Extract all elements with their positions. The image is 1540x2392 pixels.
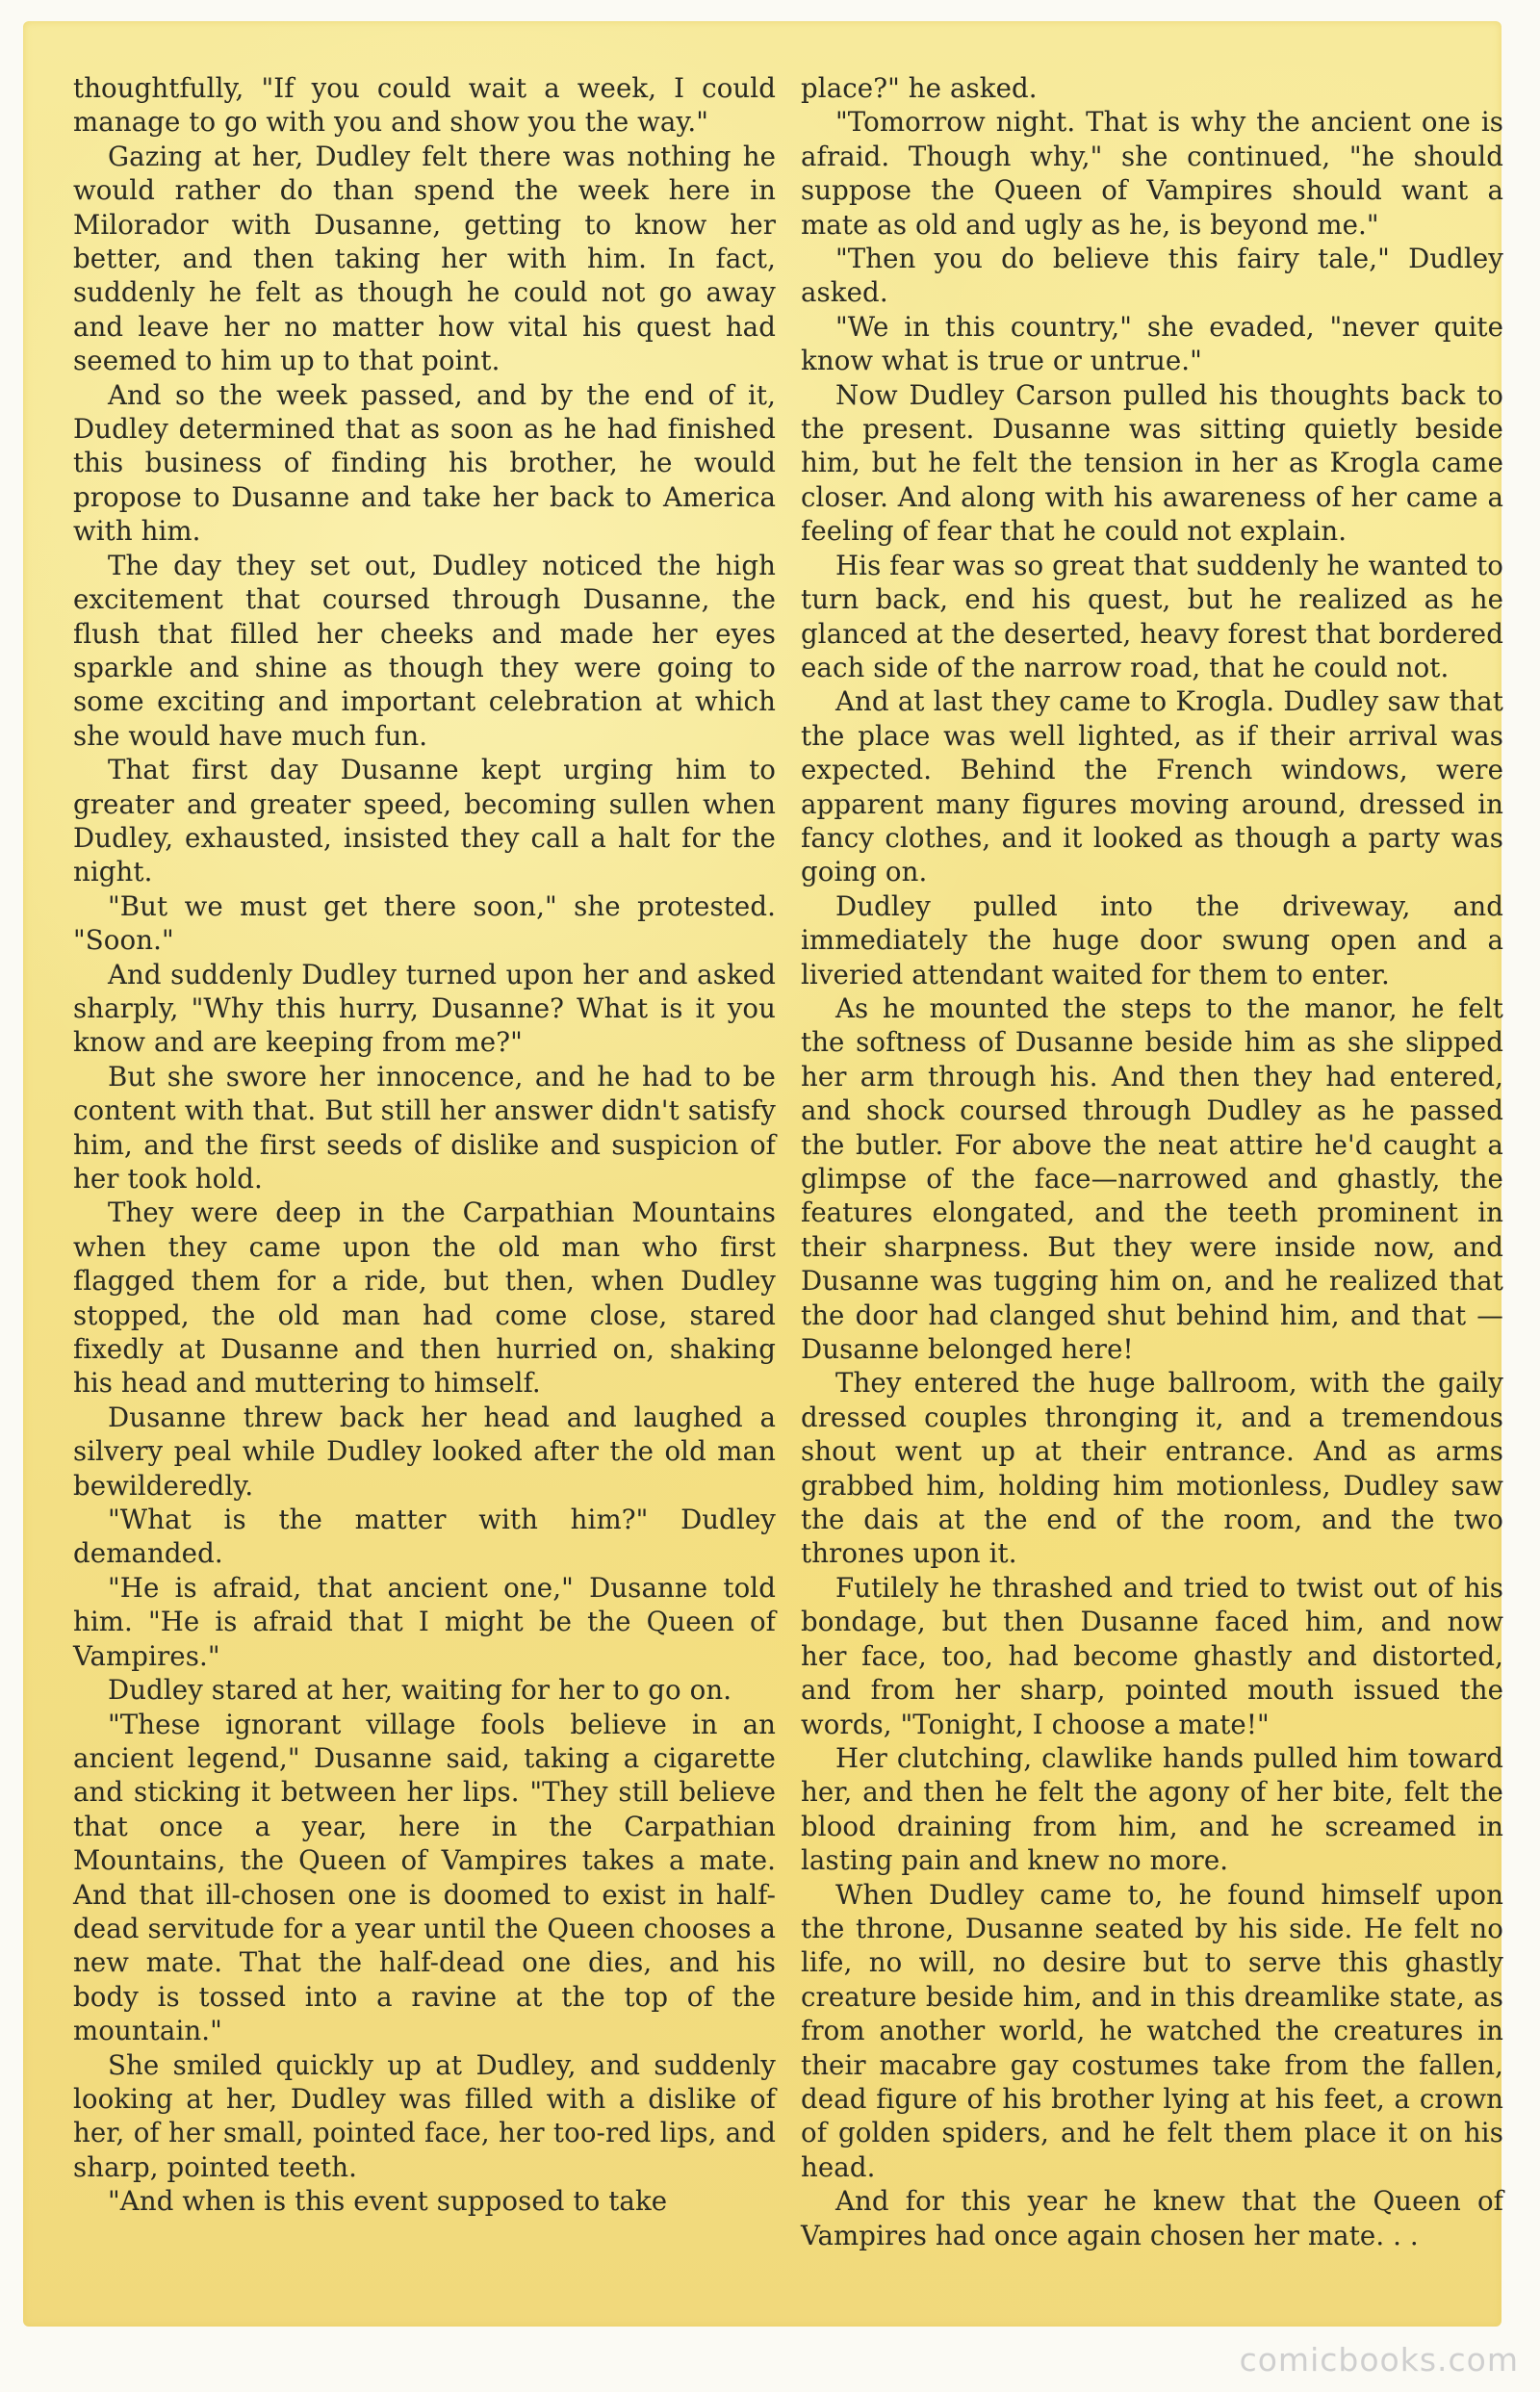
story-paragraph: That first day Dusanne kept urging him to greater and greater speed, becoming sullen when Dudley, exhausted, insisted they call a halt for the night. — [73, 754, 776, 888]
story-paragraph: "These ignorant village fools believe in an ancient legend," Dusanne said, taking a cigarette and sticking it between her lips. "They still believe that once a year, here in the Carpathian Mountains, the Queen of Vampires takes a mate. And that ill-chosen one is doomed to exist in half-dead servitude for a year until the Queen chooses a new mate. That the half-dead one dies, and his body is tossed into a ravine at the top of the mountain." — [73, 1708, 776, 2047]
story-paragraph: Gazing at her, Dudley felt there was nothing he would rather do than spend the week here in Milorador with Dusanne, getting to know her better, and then taking her with him. In fact, suddenly he felt as though he could not go away and leave her no matter how vital his quest had seemed to him up to that point. — [73, 140, 776, 377]
story-paragraph: She smiled quickly up at Dudley, and suddenly looking at her, Dudley was filled with a dislike of her, of her small, pointed face, her too-red lips, and sharp, pointed teeth. — [73, 2048, 776, 2183]
story-paragraph: Dusanne threw back her head and laughed a silvery peal while Dudley looked after the old man bewilderedly. — [73, 1401, 776, 1502]
story-paragraph: Now Dudley Carson pulled his thoughts back to the present. Dusanne was sitting quietly beside him, but he felt the tension in her as Krogla came closer. And along with his awareness of her came a feeling of fear that he could not explain. — [801, 378, 1503, 548]
right-text-column — [801, 71, 1503, 2252]
story-paragraph: But she swore her innocence, and he had to be content with that. But still her answer didn't satisfy him, and the first seeds of dislike and suspicion of her took hold. — [73, 1060, 776, 1195]
story-paragraph: "We in this country," she evaded, "never quite know what is true or untrue." — [801, 310, 1503, 377]
story-paragraph: Dudley stared at her, waiting for her to go on. — [108, 1674, 732, 1707]
story-paragraph: And so the week passed, and by the end of it, Dudley determined that as soon as he had finished this business of finding his brother, he would propose to Dusanne and take her back to America with him. — [73, 378, 776, 548]
story-paragraph: "He is afraid, that ancient one," Dusanne told him. "He is afraid that I might be the Queen of Vampires." — [73, 1571, 776, 1672]
story-paragraph: "Then you do believe this fairy tale," Dudley asked. — [801, 243, 1503, 309]
story-paragraph: The day they set out, Dudley noticed the high excitement that coursed through Dusanne, the flush that filled her cheeks and made her eyes sparkle and shine as though they were going to some exciting and important celebration at which she would have much fun. — [73, 549, 776, 752]
story-paragraph: Dudley pulled into the driveway, and immediately the huge door swung open and a liveried attendant waited for them to enter. — [801, 889, 1503, 990]
story-paragraph: "And when is this event supposed to take — [108, 2185, 668, 2218]
left-text-column — [73, 71, 776, 2219]
story-paragraph: Futilely he thrashed and tried to twist out of his bondage, but then Dusanne faced him, and now her face, too, had become ghastly and distorted, and from her sharp, pointed mouth issued the words, "Tonight, I choose a mate!" — [801, 1571, 1503, 1740]
story-paragraph: thoughtfully, "If you could wait a week, I could manage to go with you and show you the way." — [73, 72, 776, 139]
story-paragraph: When Dudley came to, he found himself upon the throne, Dusanne seated by his side. He felt no life, no will, no desire but to serve this ghastly creature beside him, and in this dreamlike state, as from another world, he watched the creatures in their macabre gay costumes take from the fallen, dead figure of his brother lying at his feet, a crown of golden spiders, and he felt them place it on his head. — [801, 1878, 1503, 2183]
story-paragraph: And suddenly Dudley turned upon her and asked sharply, "Why this hurry, Dusanne? What is it you know and are keeping from me?" — [73, 958, 776, 1059]
story-paragraph: As he mounted the steps to the manor, he felt the softness of Dusanne beside him as she slipped her arm through his. And then they had entered, and shock coursed through Dudley as he passed the butler. For above the neat attire he'd caught a glimpse of the face—narrowed and ghastly, the features elongated, and the teeth prominent in their sharpness. But they were inside now, and Dusanne was tugging him on, and he realized that the door had clanged shut behind him, and that —Dusanne belonged here! — [801, 991, 1503, 1366]
story-paragraph: "But we must get there soon," she protested. "Soon." — [73, 889, 776, 957]
story-paragraph: Her clutching, clawlike hands pulled him toward her, and then he felt the agony of her bite, felt the blood draining from him, and he screamed in lasting pain and knew no more. — [801, 1741, 1503, 1877]
story-paragraph: His fear was so great that suddenly he wanted to turn back, end his quest, but he realized as he glanced at the deserted, heavy forest that bordered each side of the narrow road, that he could not. — [801, 549, 1503, 683]
site-watermark: comicbooks.com — [1239, 2341, 1519, 2379]
story-paragraph: They were deep in the Carpathian Mountains when they came upon the old man who first flagged them for a ride, but then, when Dudley stopped, the old man had come close, stared fixedly at Dusanne and then hurried on, shaking his head and muttering to himself. — [73, 1196, 776, 1400]
story-paragraph: "Tomorrow night. That is why the ancient one is afraid. Though why," she continued, "he should suppose the Queen of Vampires should want a mate as old and ugly as he, is beyond me." — [801, 106, 1503, 241]
story-paragraph: place?" he asked. — [801, 72, 1038, 104]
story-paragraph: And for this year he knew that the Queen of Vampires had once again chosen her mate. . . — [801, 2185, 1503, 2251]
story-paragraph: And at last they came to Krogla. Dudley saw that the place was well lighted, as if their arrival was expected. Behind the French windows, were apparent many figures moving around, dressed in fancy clothes, and it looked as though a party was going on. — [801, 685, 1503, 888]
story-page — [23, 21, 1502, 2327]
story-paragraph: "What is the matter with him?" Dudley demanded. — [73, 1504, 776, 1570]
story-paragraph: They entered the huge ballroom, with the gaily dressed couples thronging it, and a tremendous shout went up at their entrance. And as arms grabbed him, holding him motionless, Dudley saw the dais at the end of the room, and the two thrones upon it. — [801, 1367, 1503, 1570]
